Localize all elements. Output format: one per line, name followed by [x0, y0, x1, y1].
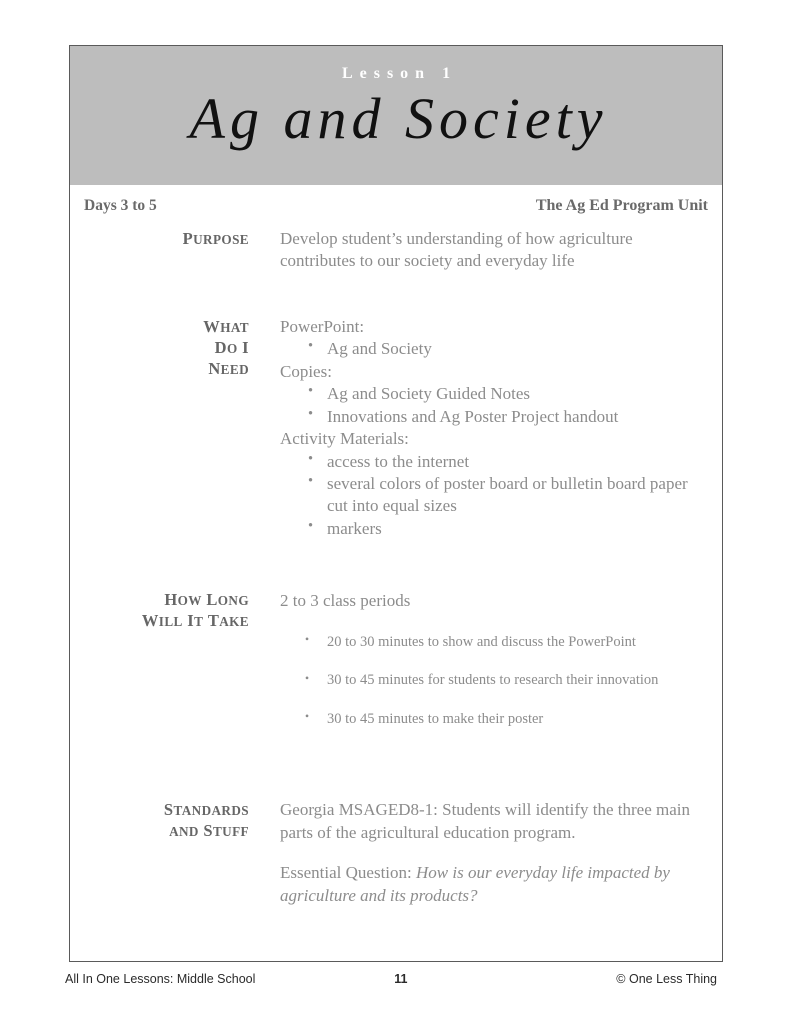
title-banner [70, 46, 722, 185]
days-label: Days 3 to 5 [84, 197, 157, 214]
howlong-intro: 2 to 3 class periods [280, 591, 411, 611]
lesson-page-frame [69, 45, 723, 962]
list-item: • Ag and Society [280, 338, 708, 360]
essential-question-label: Essential Question: [280, 863, 412, 883]
section-body-standards [249, 799, 722, 907]
page-title: Ag and Society [189, 86, 608, 151]
list-item: • several colors of poster board or bulletin board paper cut into equal sizes [280, 473, 708, 518]
section-label-purpose-rest: URPOSE [193, 232, 249, 247]
section-purpose [70, 228, 722, 273]
section-label-howlong-line1: HOW LONG [164, 590, 249, 610]
need-group1-heading: PowerPoint: [280, 316, 365, 336]
section-body-purpose [249, 228, 722, 273]
page-footer [65, 972, 717, 986]
need-group2-heading: Copies: [280, 361, 332, 381]
essential-question-text: How is our everyday life impacted by agriculture and its products? [280, 863, 670, 905]
footer-left-label: All In One Lessons: Middle School [65, 972, 256, 986]
lesson-content [70, 228, 722, 907]
list-item: • access to the internet [280, 451, 708, 473]
section-standards-and-stuff [70, 799, 722, 907]
section-label-purpose [70, 228, 249, 249]
unit-label: The Ag Ed Program Unit [535, 197, 708, 214]
list-item: • 30 to 45 minutes to make their poster [280, 710, 708, 730]
section-label-standards-line1: STANDARDS [163, 800, 249, 820]
purpose-text: Develop student’s understanding of how agriculture contributes to our society and everyday life [280, 229, 633, 271]
section-label-standards [70, 799, 249, 841]
list-item: • markers [280, 518, 708, 540]
section-label-need-line3: NEED [208, 359, 249, 379]
section-label-standards-line2: AND STUFF [169, 821, 249, 841]
standard-text: Georgia MSAGED8-1: Students will identify the three main parts of the agricultural education program. [280, 800, 690, 842]
section-body-what-do-i-need [249, 316, 722, 540]
list-item: • 20 to 30 minutes to show and discuss the PowerPoint [280, 633, 708, 653]
list-item: • 30 to 45 minutes for students to research their innovation [280, 671, 708, 691]
section-label-what-do-i-need [70, 316, 249, 379]
need-group1-list [280, 338, 708, 360]
lesson-number: Lesson 1 [341, 65, 458, 82]
section-label-how-long [70, 590, 249, 631]
need-group3-list [280, 451, 708, 541]
footer-copyright: © One Less Thing [616, 972, 717, 986]
section-label-howlong-line2: WILL IT TAKE [141, 610, 249, 630]
essential-question [280, 862, 708, 907]
section-label-purpose-initial: P [182, 229, 194, 248]
section-body-how-long [249, 590, 722, 729]
section-how-long-will-it-take [70, 590, 722, 729]
need-group2-list [280, 383, 708, 428]
need-group3-heading: Activity Materials: [280, 429, 409, 449]
howlong-list [280, 633, 708, 730]
list-item: • Innovations and Ag Poster Project handout [280, 406, 708, 428]
section-label-need-line1: WHAT [203, 316, 249, 336]
page-number: 11 [394, 972, 408, 986]
list-item: • Ag and Society Guided Notes [280, 383, 708, 405]
section-label-need-line2: DO I [214, 337, 249, 357]
subheader [70, 185, 722, 221]
section-what-do-i-need [70, 316, 722, 540]
